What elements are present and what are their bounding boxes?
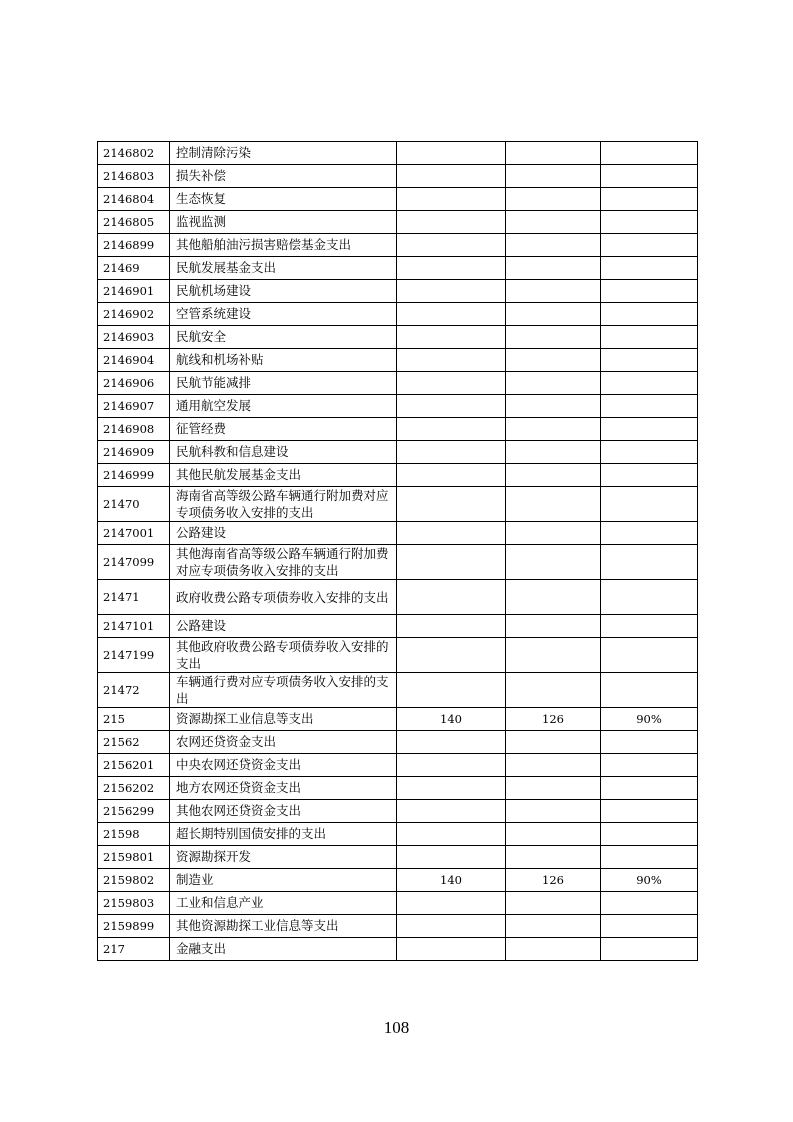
- table-body: [98, 142, 698, 961]
- row-value-cell-1: [397, 522, 506, 545]
- row-name-cell: 空管系统建设: [170, 303, 397, 326]
- row-percent-cell: [601, 754, 698, 777]
- row-value-cell-1: [397, 349, 506, 372]
- row-value-cell-2: [506, 892, 601, 915]
- row-value-cell-1: [397, 892, 506, 915]
- row-value-cell-2: [506, 326, 601, 349]
- row-value-cell-1: [397, 234, 506, 257]
- row-value-cell-1: 140: [397, 708, 506, 731]
- row-percent-cell: [601, 915, 698, 938]
- table-row: [98, 869, 698, 892]
- row-percent-cell: [601, 464, 698, 487]
- row-code-cell: 2147001: [98, 522, 170, 545]
- row-name-cell: 其他船舶油污损害赔偿基金支出: [170, 234, 397, 257]
- table-row: [98, 418, 698, 441]
- row-value-cell-1: [397, 188, 506, 211]
- row-value-cell-2: [506, 142, 601, 165]
- row-value-cell-2: [506, 257, 601, 280]
- row-code-cell: 2159801: [98, 846, 170, 869]
- row-code-cell: 2146906: [98, 372, 170, 395]
- row-percent-cell: [601, 892, 698, 915]
- table-row: [98, 638, 698, 673]
- row-value-cell-1: [397, 777, 506, 800]
- row-value-cell-2: [506, 938, 601, 961]
- row-value-cell-2: [506, 522, 601, 545]
- row-code-cell: 21562: [98, 731, 170, 754]
- row-code-cell: 2146803: [98, 165, 170, 188]
- row-value-cell-1: [397, 418, 506, 441]
- row-name-cell: 资源勘探工业信息等支出: [170, 708, 397, 731]
- table-row: [98, 938, 698, 961]
- row-value-cell-1: [397, 846, 506, 869]
- row-percent-cell: [601, 165, 698, 188]
- row-code-cell: 2146907: [98, 395, 170, 418]
- table-row: [98, 464, 698, 487]
- row-name-cell: 其他政府收费公路专项债券收入安排的支出: [170, 638, 397, 673]
- row-value-cell-1: [397, 673, 506, 708]
- row-name-cell: 民航科教和信息建设: [170, 441, 397, 464]
- row-percent-cell: 90%: [601, 708, 698, 731]
- row-percent-cell: [601, 545, 698, 580]
- row-percent-cell: [601, 522, 698, 545]
- table-row: [98, 731, 698, 754]
- table-row: [98, 211, 698, 234]
- row-name-cell: 民航安全: [170, 326, 397, 349]
- table-row: [98, 673, 698, 708]
- row-percent-cell: [601, 280, 698, 303]
- row-name-cell: 金融支出: [170, 938, 397, 961]
- row-code-cell: 2146902: [98, 303, 170, 326]
- row-code-cell: 2147101: [98, 615, 170, 638]
- row-name-cell: 航线和机场补贴: [170, 349, 397, 372]
- row-code-cell: 2146909: [98, 441, 170, 464]
- row-value-cell-1: [397, 754, 506, 777]
- row-percent-cell: [601, 326, 698, 349]
- table-row: [98, 303, 698, 326]
- row-code-cell: 215: [98, 708, 170, 731]
- row-percent-cell: [601, 731, 698, 754]
- row-percent-cell: [601, 800, 698, 823]
- row-value-cell-2: [506, 349, 601, 372]
- row-value-cell-2: [506, 303, 601, 326]
- row-percent-cell: [601, 395, 698, 418]
- row-code-cell: 21469: [98, 257, 170, 280]
- row-code-cell: 2146901: [98, 280, 170, 303]
- row-name-cell: 资源勘探开发: [170, 846, 397, 869]
- row-percent-cell: [601, 487, 698, 522]
- row-code-cell: 21472: [98, 673, 170, 708]
- row-percent-cell: [601, 673, 698, 708]
- row-code-cell: 21598: [98, 823, 170, 846]
- row-value-cell-2: [506, 615, 601, 638]
- row-value-cell-1: [397, 326, 506, 349]
- row-code-cell: 2146904: [98, 349, 170, 372]
- table-row: [98, 708, 698, 731]
- table-row: [98, 372, 698, 395]
- row-code-cell: 2159803: [98, 892, 170, 915]
- table-row: [98, 257, 698, 280]
- row-name-cell: 其他资源勘探工业信息等支出: [170, 915, 397, 938]
- row-code-cell: 2146804: [98, 188, 170, 211]
- row-code-cell: 2146908: [98, 418, 170, 441]
- row-value-cell-2: [506, 915, 601, 938]
- row-name-cell: 海南省高等级公路车辆通行附加费对应专项债务收入安排的支出: [170, 487, 397, 522]
- row-code-cell: 2147099: [98, 545, 170, 580]
- row-value-cell-1: [397, 487, 506, 522]
- row-value-cell-1: [397, 545, 506, 580]
- table-row: [98, 545, 698, 580]
- row-value-cell-1: [397, 395, 506, 418]
- table-row: [98, 326, 698, 349]
- row-name-cell: 民航发展基金支出: [170, 257, 397, 280]
- row-value-cell-2: [506, 487, 601, 522]
- row-percent-cell: [601, 303, 698, 326]
- row-code-cell: 2146903: [98, 326, 170, 349]
- row-value-cell-1: [397, 731, 506, 754]
- row-name-cell: 其他海南省高等级公路车辆通行附加费对应专项债务收入安排的支出: [170, 545, 397, 580]
- row-percent-cell: [601, 372, 698, 395]
- row-name-cell: 民航机场建设: [170, 280, 397, 303]
- row-percent-cell: [601, 142, 698, 165]
- row-name-cell: 政府收费公路专项债券收入安排的支出: [170, 580, 397, 615]
- row-value-cell-1: [397, 915, 506, 938]
- row-name-cell: 车辆通行费对应专项债务收入安排的支出: [170, 673, 397, 708]
- row-value-cell-2: [506, 418, 601, 441]
- row-value-cell-2: [506, 731, 601, 754]
- row-name-cell: 损失补偿: [170, 165, 397, 188]
- row-value-cell-2: 126: [506, 708, 601, 731]
- row-percent-cell: [601, 349, 698, 372]
- row-code-cell: 2159802: [98, 869, 170, 892]
- row-value-cell-1: [397, 142, 506, 165]
- row-value-cell-1: [397, 938, 506, 961]
- row-value-cell-1: [397, 280, 506, 303]
- row-value-cell-1: [397, 211, 506, 234]
- row-percent-cell: 90%: [601, 869, 698, 892]
- table-row: [98, 395, 698, 418]
- row-percent-cell: [601, 257, 698, 280]
- row-value-cell-2: [506, 777, 601, 800]
- page-number: 108: [383, 1018, 410, 1037]
- row-code-cell: 2146999: [98, 464, 170, 487]
- row-value-cell-2: [506, 823, 601, 846]
- table-row: [98, 800, 698, 823]
- row-value-cell-2: [506, 441, 601, 464]
- row-value-cell-1: [397, 441, 506, 464]
- row-value-cell-1: 140: [397, 869, 506, 892]
- table-row: [98, 846, 698, 869]
- row-name-cell: 农网还贷资金支出: [170, 731, 397, 754]
- row-code-cell: 21471: [98, 580, 170, 615]
- row-name-cell: 生态恢复: [170, 188, 397, 211]
- row-value-cell-2: [506, 372, 601, 395]
- row-name-cell: 制造业: [170, 869, 397, 892]
- row-name-cell: 中央农网还贷资金支出: [170, 754, 397, 777]
- row-value-cell-1: [397, 257, 506, 280]
- row-value-cell-2: [506, 545, 601, 580]
- row-percent-cell: [601, 234, 698, 257]
- table-row: [98, 522, 698, 545]
- row-percent-cell: [601, 580, 698, 615]
- row-name-cell: 监视监测: [170, 211, 397, 234]
- row-percent-cell: [601, 441, 698, 464]
- table-row: [98, 823, 698, 846]
- row-code-cell: 2156202: [98, 777, 170, 800]
- row-code-cell: 2146805: [98, 211, 170, 234]
- row-name-cell: 其他民航发展基金支出: [170, 464, 397, 487]
- table-row: [98, 188, 698, 211]
- row-name-cell: 通用航空发展: [170, 395, 397, 418]
- table-row: [98, 441, 698, 464]
- row-value-cell-1: [397, 800, 506, 823]
- row-value-cell-1: [397, 638, 506, 673]
- row-value-cell-2: [506, 800, 601, 823]
- row-code-cell: 2146899: [98, 234, 170, 257]
- row-value-cell-2: [506, 673, 601, 708]
- row-percent-cell: [601, 846, 698, 869]
- row-code-cell: 2159899: [98, 915, 170, 938]
- row-percent-cell: [601, 211, 698, 234]
- row-value-cell-2: [506, 754, 601, 777]
- row-name-cell: 公路建设: [170, 522, 397, 545]
- table-row: [98, 580, 698, 615]
- table-row: [98, 892, 698, 915]
- row-value-cell-2: [506, 580, 601, 615]
- row-name-cell: 征管经费: [170, 418, 397, 441]
- row-name-cell: 控制清除污染: [170, 142, 397, 165]
- row-name-cell: 工业和信息产业: [170, 892, 397, 915]
- table-row: [98, 349, 698, 372]
- row-name-cell: 超长期特别国债安排的支出: [170, 823, 397, 846]
- row-value-cell-1: [397, 823, 506, 846]
- row-value-cell-2: 126: [506, 869, 601, 892]
- row-value-cell-2: [506, 188, 601, 211]
- row-code-cell: 2146802: [98, 142, 170, 165]
- row-percent-cell: [601, 938, 698, 961]
- row-value-cell-1: [397, 165, 506, 188]
- row-value-cell-2: [506, 165, 601, 188]
- table-row: [98, 165, 698, 188]
- row-value-cell-1: [397, 372, 506, 395]
- row-name-cell: 民航节能减排: [170, 372, 397, 395]
- row-value-cell-2: [506, 846, 601, 869]
- row-value-cell-2: [506, 395, 601, 418]
- table-row: [98, 754, 698, 777]
- row-percent-cell: [601, 615, 698, 638]
- table-row: [98, 487, 698, 522]
- row-value-cell-2: [506, 638, 601, 673]
- table-row: [98, 777, 698, 800]
- row-code-cell: 2147199: [98, 638, 170, 673]
- row-percent-cell: [601, 638, 698, 673]
- row-value-cell-1: [397, 464, 506, 487]
- row-percent-cell: [601, 188, 698, 211]
- row-name-cell: 地方农网还贷资金支出: [170, 777, 397, 800]
- row-value-cell-2: [506, 464, 601, 487]
- row-value-cell-2: [506, 211, 601, 234]
- table-row: [98, 234, 698, 257]
- row-value-cell-1: [397, 303, 506, 326]
- row-name-cell: 公路建设: [170, 615, 397, 638]
- table-row: [98, 615, 698, 638]
- table-row: [98, 280, 698, 303]
- row-value-cell-1: [397, 580, 506, 615]
- row-percent-cell: [601, 823, 698, 846]
- table-row: [98, 142, 698, 165]
- row-value-cell-1: [397, 615, 506, 638]
- row-value-cell-2: [506, 234, 601, 257]
- budget-expenditure-table: [97, 141, 698, 961]
- row-percent-cell: [601, 777, 698, 800]
- row-code-cell: 2156201: [98, 754, 170, 777]
- row-percent-cell: [601, 418, 698, 441]
- row-code-cell: 21470: [98, 487, 170, 522]
- row-code-cell: 2156299: [98, 800, 170, 823]
- row-code-cell: 217: [98, 938, 170, 961]
- table-row: [98, 915, 698, 938]
- row-name-cell: 其他农网还贷资金支出: [170, 800, 397, 823]
- row-value-cell-2: [506, 280, 601, 303]
